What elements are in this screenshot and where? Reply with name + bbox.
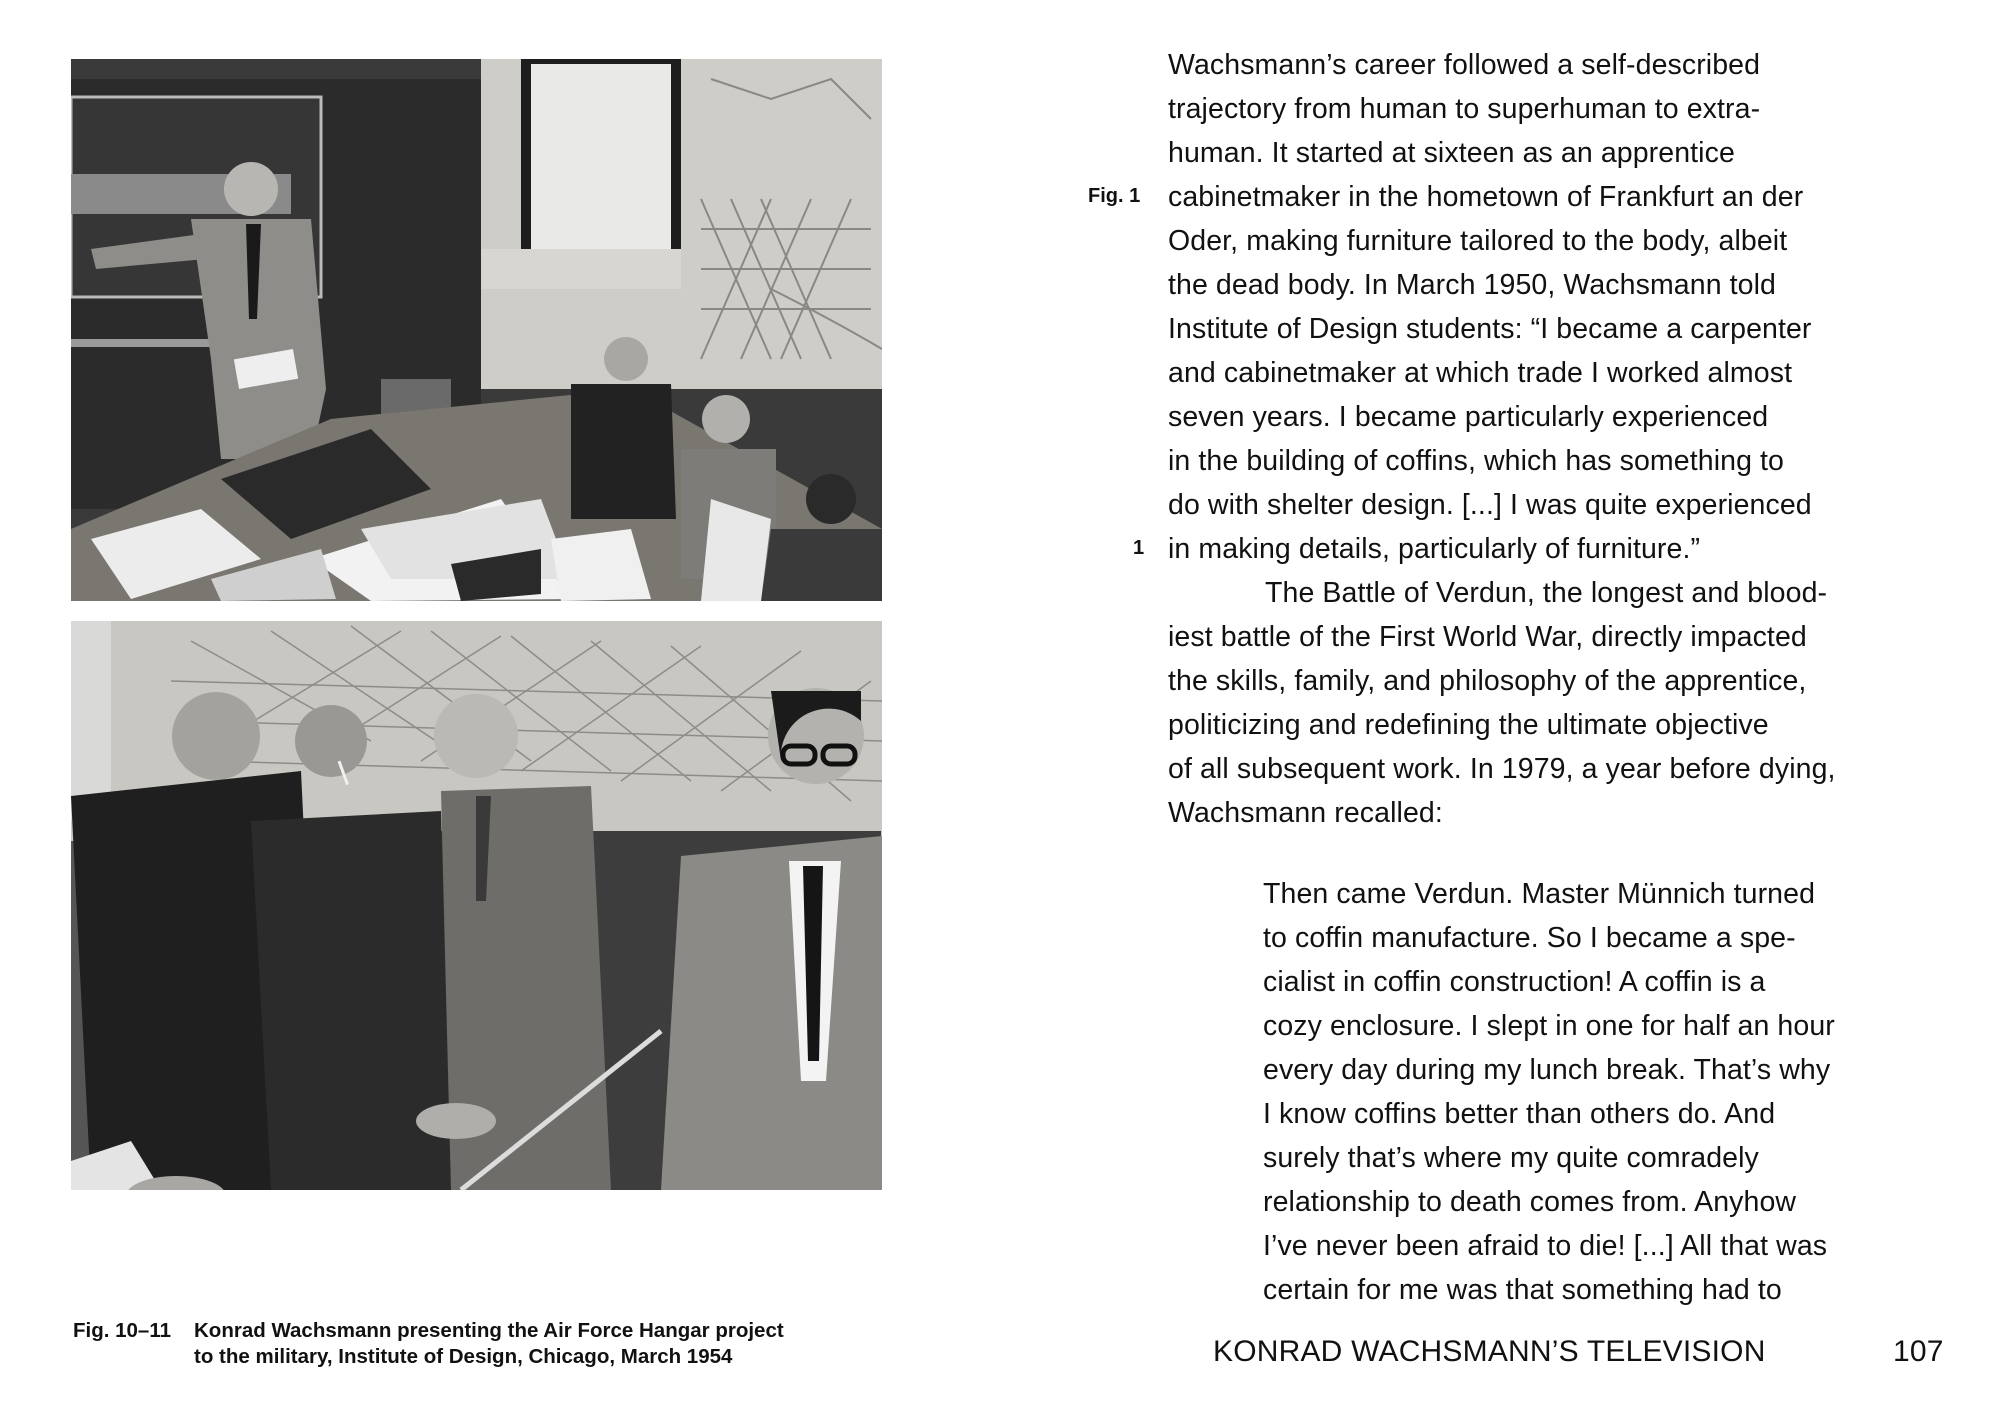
body-line: do with shelter design. [...] I was quite experienced [1168,489,1812,521]
body-line: of all subsequent work. In 1979, a year before dying, [1168,753,1836,785]
caption-text [194,1318,934,1370]
quote-line: relationship to death comes from. Anyhow [1263,1186,1797,1218]
body-line: in making details, particularly of furniture.” [1168,533,1701,565]
body-line: human. It started at sixteen as an apprentice [1168,137,1735,169]
quote-line: cozy enclosure. I slept in one for half an hour [1263,1010,1835,1042]
quote-line: Then came Verdun. Master Münnich turned [1263,878,1816,910]
body-line: cabinetmaker in the hometown of Frankfurt an der [1168,181,1804,213]
quote-line: I’ve never been afraid to die! [...] All that was [1263,1230,1828,1262]
body-line: the skills, family, and philosophy of the apprentice, [1168,665,1807,697]
quote-line: to coffin manufacture. So I became a spe- [1263,922,1796,954]
body-line: in the building of coffins, which has something to [1168,445,1785,477]
margin-endnote-number: 1 [1133,537,1145,559]
body-line: politicizing and redefining the ultimate objective [1168,709,1769,741]
paragraph-first-line: The Battle of Verdun, the longest and blood- [1265,577,1828,609]
body-line: Wachsmann recalled: [1168,797,1443,829]
quote-line: cialist in coffin construction! A coffin is a [1263,966,1766,998]
body-line: iest battle of the First World War, directly impacted [1168,621,1807,653]
running-head: KONRAD WACHSMANN’S TELEVISION [1213,1335,1766,1368]
caption-figure-label: Fig. 10–11 [73,1319,172,1342]
body-line: and cabinetmaker at which trade I worked almost [1168,357,1793,389]
quote-line: I know coffins better than others do. And [1263,1098,1776,1130]
figure-10-photo [71,59,882,601]
caption-line: to the military, Institute of Design, Chicago, March 1954 [194,1345,733,1368]
margin-figure-reference: Fig. 1 [1088,185,1141,207]
presentation-photo-image [71,59,882,601]
quote-line: surely that’s where my quite comradely [1263,1142,1759,1174]
quote-line: every day during my lunch break. That’s why [1263,1054,1831,1086]
body-line: seven years. I became particularly experienced [1168,401,1769,433]
body-line: trajectory from human to superhuman to extra- [1168,93,1761,125]
body-line: the dead body. In March 1950, Wachsmann told [1168,269,1777,301]
body-text [1168,43,1958,835]
block-quote [1263,872,1963,1312]
quote-line: certain for me was that something had to [1263,1274,1782,1306]
body-line: Wachsmann’s career followed a self-described [1168,49,1761,81]
caption-line: Konrad Wachsmann presenting the Air Force Hangar project [194,1319,784,1342]
model-review-photo-image [71,621,882,1190]
body-line: Institute of Design students: “I became a carpenter [1168,313,1812,345]
page-number: 107 [1893,1335,1944,1368]
body-line: Oder, making furniture tailored to the body, albeit [1168,225,1788,257]
figure-11-photo [71,621,882,1190]
